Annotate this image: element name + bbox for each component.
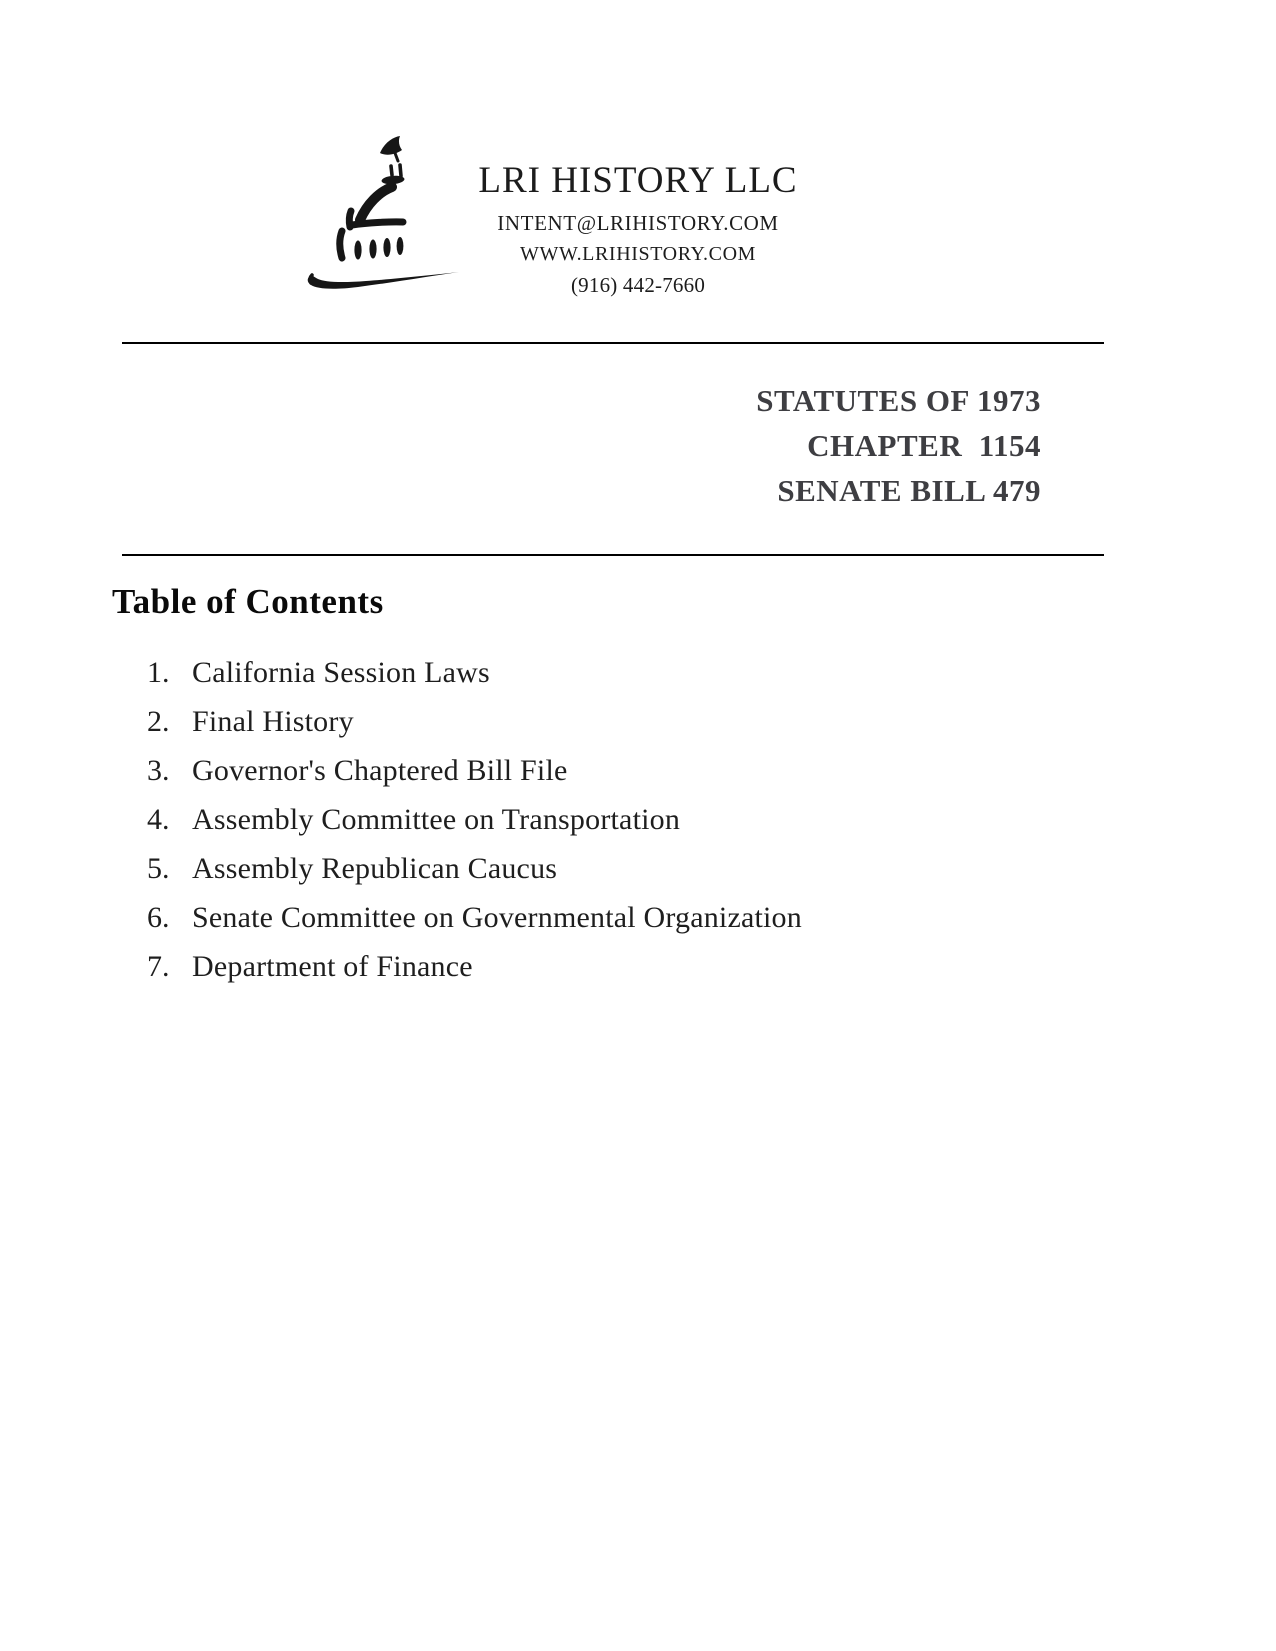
horizontal-rule-top — [122, 342, 1104, 344]
toc-list — [147, 657, 802, 1000]
toc-item-number: 4. — [147, 803, 170, 836]
statutes-line: STATUTES OF 1973 — [756, 383, 1041, 418]
toc-heading: Table of Contents — [112, 582, 384, 621]
toc-item — [147, 853, 802, 885]
letterhead — [0, 160, 1276, 301]
toc-item-label: Governor's Chaptered Bill File — [192, 754, 568, 787]
company-name: LRI HISTORY LLC — [478, 160, 798, 201]
company-phone: (916) 442-7660 — [570, 273, 706, 297]
toc-item-number: 3. — [147, 754, 170, 787]
toc-item — [147, 755, 802, 787]
toc-item-label: Department of Finance — [192, 950, 473, 983]
statute-reference-block — [756, 378, 1041, 513]
toc-item-label: California Session Laws — [192, 656, 490, 689]
toc-item — [147, 657, 802, 689]
toc-item — [147, 706, 802, 738]
toc-item-number: 1. — [147, 656, 170, 689]
company-website: WWW.LRIHISTORY.COM — [519, 243, 756, 265]
toc-item-label: Assembly Committee on Transportation — [192, 803, 681, 836]
toc-item-number: 5. — [147, 852, 170, 885]
toc-item — [147, 902, 802, 934]
toc-item-label: Assembly Republican Caucus — [192, 852, 558, 885]
toc-item-number: 2. — [147, 705, 170, 738]
senate-bill-line: SENATE BILL 479 — [777, 473, 1041, 508]
toc-item-number: 6. — [147, 901, 170, 934]
company-email: INTENT@LRIHISTORY.COM — [497, 211, 779, 235]
chapter-line: CHAPTER 1154 — [807, 428, 1041, 463]
toc-item-label: Senate Committee on Governmental Organization — [192, 901, 802, 934]
toc-item-number: 7. — [147, 950, 170, 983]
toc-item-label: Final History — [192, 705, 354, 738]
toc-item — [147, 951, 802, 983]
toc-item — [147, 804, 802, 836]
horizontal-rule-bottom — [122, 554, 1104, 556]
